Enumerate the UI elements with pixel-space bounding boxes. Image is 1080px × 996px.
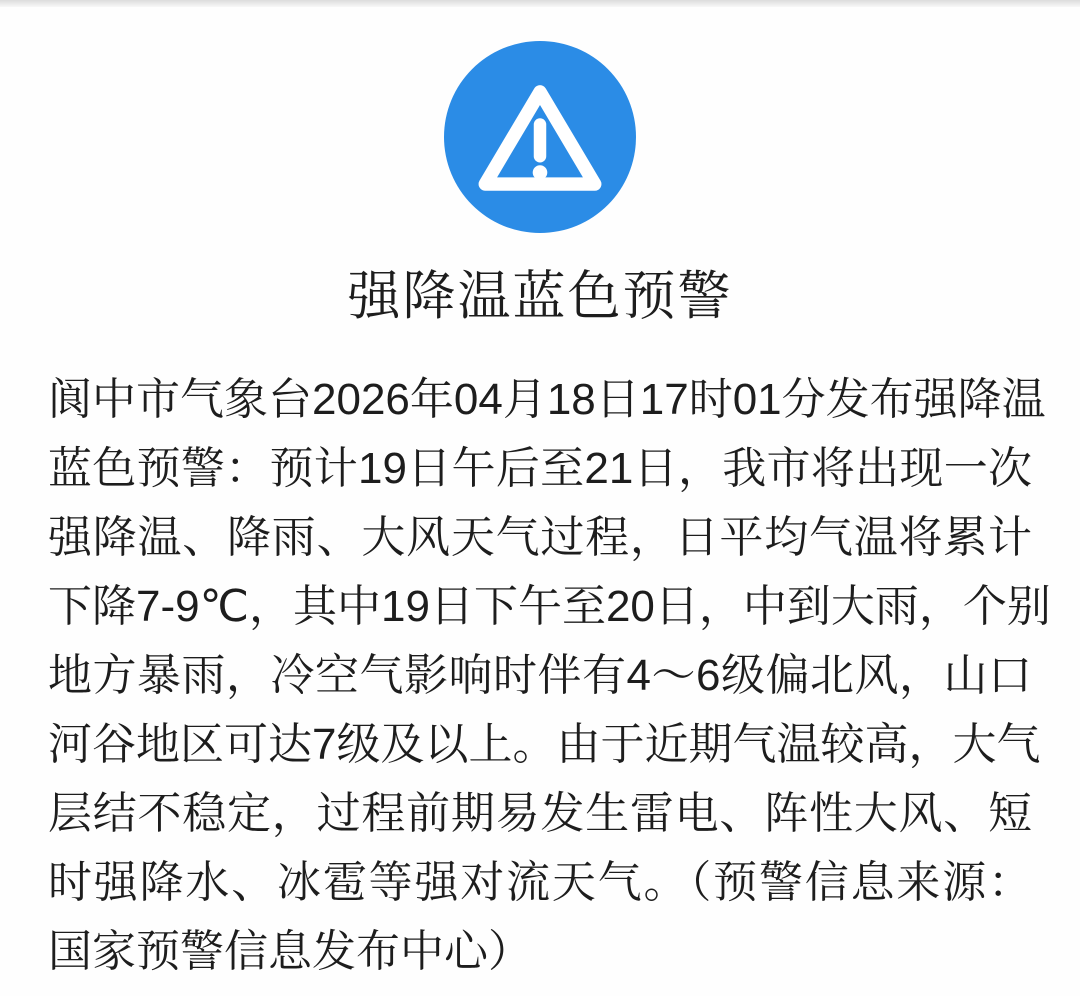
alert-body-line-5: 地方暴雨，冷空气影响时伴有4～6级偏北风，山口	[48, 651, 1032, 700]
alert-body-line-8: 时强降水、冰雹等强对流天气。（预警信息来源：	[48, 858, 1032, 907]
alert-icon-container	[0, 41, 1080, 233]
alert-body-line-4: 下降7-9℃，其中19日下午至20日，中到大雨，个别	[48, 582, 1051, 631]
alert-body	[48, 365, 1051, 986]
top-edge-shade	[0, 0, 1080, 7]
alert-title: 强降温蓝色预警	[347, 267, 733, 326]
alert-body-line-2: 蓝色预警：预计19日午后至21日，我市将出现一次	[48, 444, 1032, 493]
alert-body-line-7: 层结不稳定，过程前期易发生雷电、阵性大风、短	[48, 789, 1032, 838]
warning-triangle-icon	[444, 41, 636, 233]
alert-body-line-3: 强降温、降雨、大风天气过程，日平均气温将累计	[48, 513, 1032, 562]
alert-body-line-6: 河谷地区可达7级及以上。由于近期气温较高，大气	[48, 720, 1041, 769]
alert-body-line-9: 国家预警信息发布中心）	[48, 927, 532, 976]
alert-body-line-1: 阆中市气象台2026年04月18日17时01分发布强降温	[48, 375, 1046, 424]
